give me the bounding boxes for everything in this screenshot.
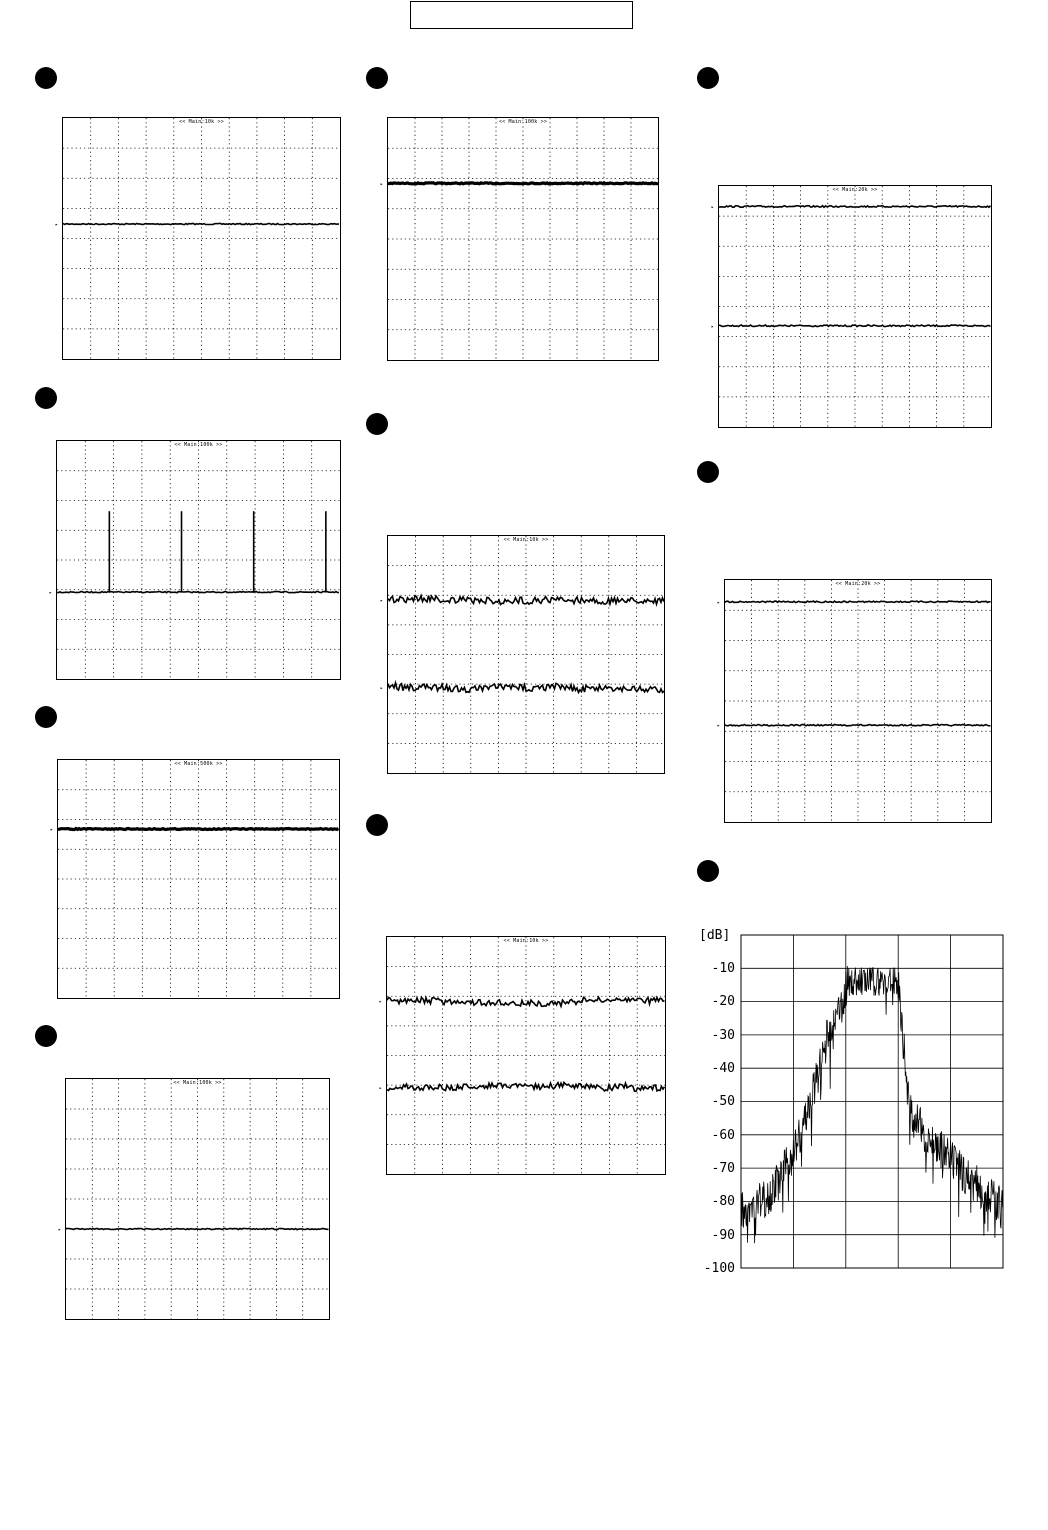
oscilloscope-panel <box>380 117 659 361</box>
channel-marker: ▸ <box>58 1227 62 1233</box>
section-marker <box>35 706 57 728</box>
scope-graticule-svg <box>55 118 340 359</box>
spectrum-unit-label: [dB] <box>699 928 731 943</box>
section-marker <box>697 67 719 89</box>
signal-trace <box>66 1228 329 1229</box>
y-tick-label: -60 <box>711 1128 735 1143</box>
scope-timebase-label: << Main:500k >> <box>174 761 223 767</box>
channel-marker: ▸ <box>717 599 721 606</box>
signal-trace <box>719 206 991 208</box>
signal-trace <box>387 997 665 1006</box>
spectrum-svg <box>697 926 1009 1276</box>
page-title-box <box>410 1 633 29</box>
channel-marker: ▸ <box>50 827 54 834</box>
y-tick-label: -20 <box>711 994 735 1009</box>
channel-marker: ▸ <box>379 1085 383 1092</box>
signal-trace <box>387 1082 665 1091</box>
oscilloscope-panel <box>50 759 340 999</box>
channel-marker: ▸ <box>380 685 384 692</box>
channel-marker: ▸ <box>711 323 715 330</box>
channel-marker: ▸ <box>380 181 384 188</box>
scope-timebase-label: << Main:10k >> <box>503 537 549 543</box>
channel-marker: ▸ <box>55 222 59 229</box>
oscilloscope-panel <box>49 440 341 680</box>
scope-graticule-svg <box>50 760 339 998</box>
scope-graticule-svg <box>380 118 658 360</box>
y-tick-label: -90 <box>711 1228 735 1243</box>
signal-trace <box>725 725 991 726</box>
scope-timebase-label: << Main:100k >> <box>174 442 223 448</box>
channel-marker: ▸ <box>379 998 383 1005</box>
section-marker <box>35 387 57 409</box>
oscilloscope-panel <box>58 1078 330 1320</box>
y-tick-label: -70 <box>711 1161 735 1176</box>
section-marker <box>35 67 57 89</box>
oscilloscope-panel <box>55 117 341 360</box>
oscilloscope-panel <box>380 535 665 774</box>
signal-trace <box>63 223 339 224</box>
channel-marker: ▸ <box>717 723 721 730</box>
y-tick-label: -40 <box>711 1061 735 1076</box>
y-tick-label: -50 <box>711 1094 735 1109</box>
section-marker <box>366 67 388 89</box>
signal-trace <box>719 325 991 327</box>
section-marker <box>697 461 719 483</box>
signal-trace <box>725 601 991 602</box>
scope-timebase-label: << Main:20k >> <box>832 187 878 193</box>
signal-trace <box>58 829 339 830</box>
spectrum-plot <box>697 926 1009 1276</box>
scope-graticule-svg <box>379 937 665 1174</box>
oscilloscope-panel <box>717 579 992 823</box>
y-tick-label: -80 <box>711 1194 735 1209</box>
signal-trace <box>388 683 664 693</box>
channel-marker: ▸ <box>380 597 384 604</box>
oscilloscope-panel <box>379 936 666 1175</box>
y-tick-label: -30 <box>711 1028 735 1043</box>
scope-graticule-svg <box>58 1079 329 1319</box>
signal-trace <box>388 183 658 184</box>
signal-trace <box>57 592 339 593</box>
scope-graticule-svg <box>717 580 991 822</box>
y-tick-label: -100 <box>703 1261 735 1276</box>
scope-timebase-label: << Main:10k >> <box>179 119 224 125</box>
scope-graticule-svg <box>711 186 991 427</box>
scope-timebase-label: << Main:100k >> <box>498 119 548 125</box>
oscilloscope-panel <box>711 185 992 428</box>
section-marker <box>366 413 388 435</box>
scope-graticule-svg <box>380 536 664 773</box>
scope-timebase-label: << Main:20k >> <box>835 581 881 587</box>
channel-marker: ▸ <box>711 204 715 211</box>
section-marker <box>366 814 388 836</box>
section-marker <box>35 1025 57 1047</box>
spectrum-grid <box>741 935 1003 1268</box>
scope-graticule-svg <box>49 441 340 679</box>
scope-timebase-label: << Main:100k >> <box>173 1080 222 1086</box>
y-tick-label: -10 <box>711 961 735 976</box>
channel-marker: ▸ <box>49 590 53 597</box>
scope-timebase-label: << Main:10k >> <box>503 938 549 944</box>
section-marker <box>697 860 719 882</box>
